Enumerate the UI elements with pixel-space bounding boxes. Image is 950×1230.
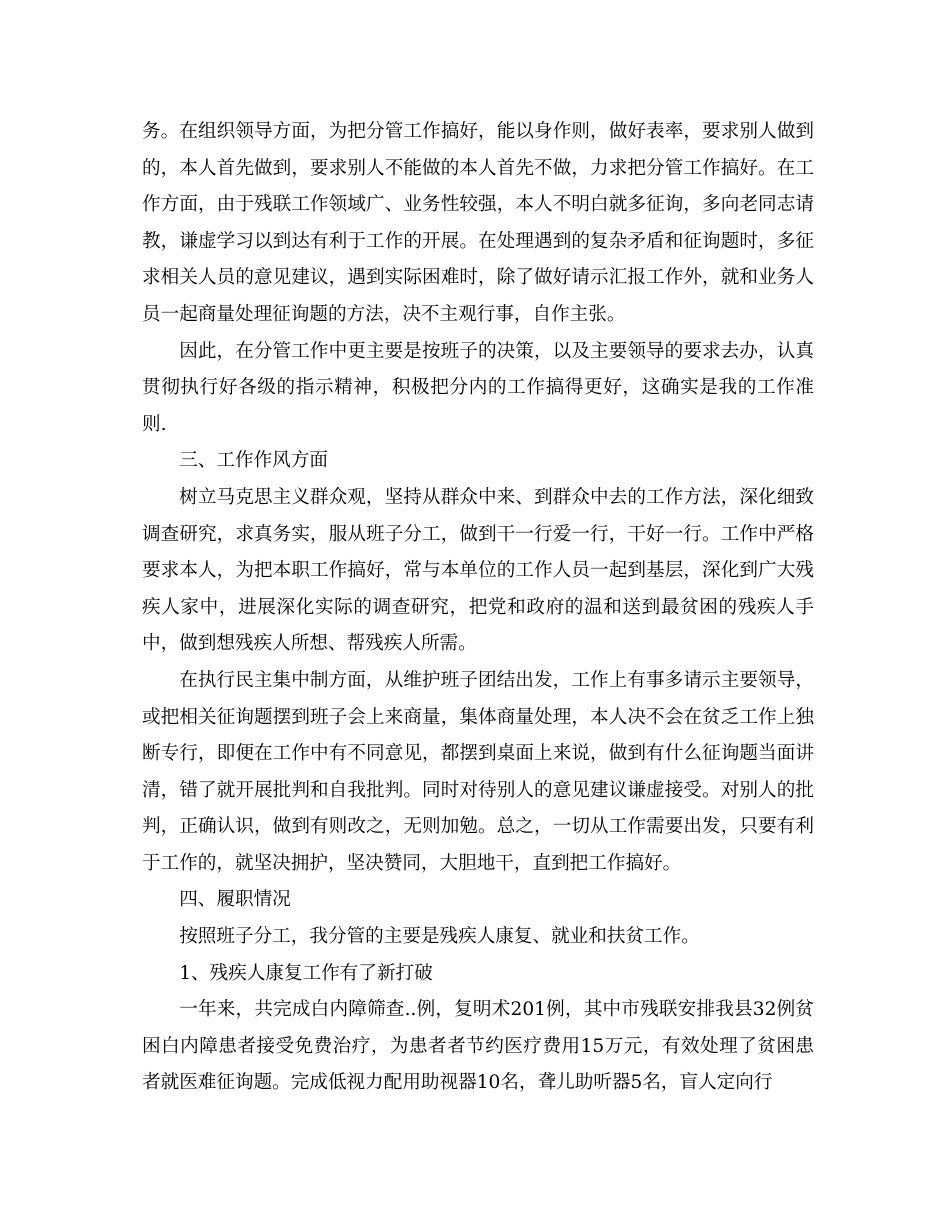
document-page bbox=[142, 114, 814, 1102]
section-heading-duty-performance: 四、履职情况 bbox=[179, 889, 291, 911]
paragraph-division-of-work: 按照班子分工，我分管的主要是残疾人康复、就业和扶贫工作。 bbox=[179, 926, 700, 948]
section-heading-work-style: 三、工作作风方面 bbox=[179, 450, 328, 472]
paragraph-democratic-centralism: 在执行民主集中制方面，从维护班子团结出发，工作上有事多请示主要领导，或把相关征询题摆到班子会上来商量，集体商量处理，本人决不会在贫乏工作上独断专行，即便在工作中有不同意见，都摆到桌面上来说，做到有什么征询题当面讲清，错了就开展批判和自我批判。同时对待别人的意见建议谦虚接受。对别人的批判，正确认识，做到有则改之，无则加勉。总之，一切从工作需要出发，只要有利于工作的，就坚决拥护，坚决赞同，大胆地干，直到把工作搞好。 bbox=[142, 669, 814, 874]
paragraph-continuation: 务。在组织领导方面，为把分管工作搞好，能以身作则，做好表率，要求别人做到的，本人首先做到，要求别人不能做的本人首先不做，力求把分管工作搞好。在工作方面，由于残联工作领域广、业务性较强，本人不明白就多征询，多向老同志请教，谦虚学习以到达有利于工作的开展。在处理遇到的复杂矛盾和征询题时，多征求相关人员的意见建议，遇到实际困难时，除了做好请示汇报工作外，就和业务人员一起商量处理征询题的方法，决不主观行事，自作主张。 bbox=[142, 121, 814, 325]
subheading-rehabilitation: 1、残疾人康复工作有了新打破 bbox=[179, 962, 433, 984]
paragraph-mass-viewpoint: 树立马克思主义群众观，坚持从群众中来、到群众中去的工作方法，深化细致调查研究，求真务实，服从班子分工，做到干一行爱一行，干好一行。工作中严格要求本人，为把本职工作搞好，常与本单位的工作人员一起到基层，深化到广大残疾人家中，进展深化实际的调查研究，把党和政府的温和送到最贫困的残疾人手中，做到想残疾人所想、帮残疾人所需。 bbox=[142, 486, 814, 655]
paragraph-rehabilitation-results: 一年来，共完成白内障筛查..例，复明术201例，其中市残联安排我县32例贫困白内障患者接受免费治疗，为患者者节约医疗费用15万元，有效处理了贫困患者就医难征询题。完成低视力配用助视器10名，聋儿助听器5名，盲人定向行 bbox=[142, 999, 814, 1094]
paragraph-work-principle: 因此，在分管工作中更主要是按班子的决策，以及主要领导的要求去办，认真贯彻执行好各级的指示精神，积极把分内的工作搞得更好，这确实是我的工作准则. bbox=[142, 340, 814, 435]
